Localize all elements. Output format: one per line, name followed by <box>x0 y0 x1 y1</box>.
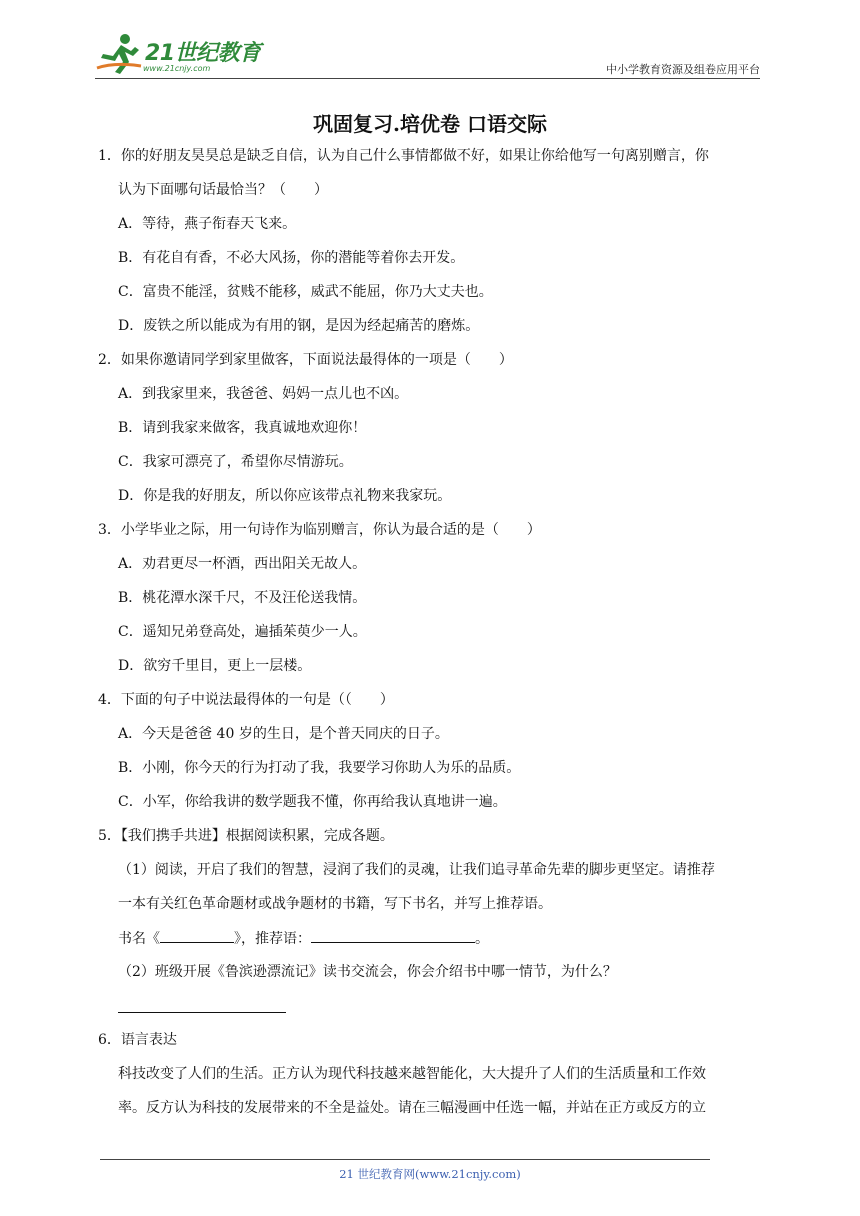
platform-name: 中小学教育资源及组卷应用平台 <box>606 63 760 76</box>
q3-option-d: D．欲穷千里目，更上一层楼。 <box>118 658 312 674</box>
q2-option-a: A．到我家里来，我爸爸、妈妈一点儿也不凶。 <box>118 386 409 402</box>
q3-stem: 3．小学毕业之际，用一句诗作为临别赠言，你认为最合适的是（ ） <box>98 522 541 538</box>
q2-stem: 2．如果你邀请同学到家里做客，下面说法最得体的一项是（ ） <box>98 352 513 368</box>
q4-option-c: C．小军，你给我讲的数学题我不懂，你再给我认真地讲一遍。 <box>118 794 507 810</box>
footer-source[interactable]: 21 世纪教育网(www.21cnjy.com) <box>339 1167 521 1181</box>
q4-stem: 4．下面的句子中说法最得体的一句是（（ ） <box>98 692 394 708</box>
sentence-end: 。 <box>475 931 489 947</box>
q5-stem: 5．【我们携手共进】根据阅读积累，完成各题。 <box>98 828 394 844</box>
q4-option-b: B．小刚，你今天的行为打动了我，我要学习你助人为乐的品质。 <box>118 760 521 776</box>
q4-option-a: A．今天是爸爸 40 岁的生日，是个普天同庆的日子。 <box>118 726 449 742</box>
runner-logo-icon <box>95 32 147 76</box>
recommend-label: 》，推荐语： <box>234 931 311 947</box>
q5-part2-answer-blank[interactable] <box>118 1012 286 1013</box>
q6-stem: 6．语言表达 <box>98 1032 177 1048</box>
q1-option-a: A．等待，燕子衔春天飞来。 <box>118 216 297 232</box>
logo <box>95 32 265 76</box>
logo-text: 21世纪教育 <box>145 41 261 66</box>
q5-book-answer-line <box>118 928 489 949</box>
q2-option-c: C．我家可漂亮了，希望你尽情游玩。 <box>118 454 353 470</box>
book-title-prefix: 书名《 <box>118 931 160 947</box>
q1-stem-line2: 认为下面哪句话最恰当？（ ） <box>118 182 328 198</box>
q2-option-d: D．你是我的好朋友，所以你应该带点礼物来我家玩。 <box>118 488 452 504</box>
q5-part2: （2）班级开展《鲁滨逊漂流记》读书交流会，你会介绍书中哪一情节，为什么？ <box>118 964 617 980</box>
page-title: 巩固复习.培优卷 口语交际 <box>313 112 547 136</box>
q3-option-c: C．遥知兄弟登高处，遍插茱萸少一人。 <box>118 624 367 640</box>
footer-divider <box>100 1159 710 1160</box>
book-title-blank[interactable] <box>160 928 234 943</box>
q5-part1-line1: （1）阅读，开启了我们的智慧，浸润了我们的灵魂，让我们追寻革命先辈的脚步更坚定。请推荐 <box>118 862 715 878</box>
q6-text-line1: 科技改变了人们的生活。正方认为现代科技越来越智能化，大大提升了人们的生活质量和工作效 <box>118 1066 706 1082</box>
q5-part1-line2: 一本有关红色革命题材或战争题材的书籍，写下书名，并写上推荐语。 <box>118 896 552 912</box>
header-divider <box>95 78 760 79</box>
q3-option-b: B．桃花潭水深千尺，不及汪伦送我情。 <box>118 590 367 606</box>
q1-option-c: C．富贵不能淫，贫贱不能移，威武不能屈，你乃大丈夫也。 <box>118 284 493 300</box>
recommendation-blank[interactable] <box>311 928 475 943</box>
q2-option-b: B．请到我家来做客，我真诚地欢迎你！ <box>118 420 367 436</box>
page-header <box>95 30 760 80</box>
q1-option-b: B．有花自有香，不必大风扬，你的潜能等着你去开发。 <box>118 250 465 266</box>
q1-stem-line1: 1．你的好朋友昊昊总是缺乏自信，认为自己什么事情都做不好，如果让你给他写一句离别赠言，你 <box>98 148 709 164</box>
logo-url: www.21cnjy.com <box>143 64 211 73</box>
q1-option-d: D．废铁之所以能成为有用的钢，是因为经起痛苦的磨炼。 <box>118 318 480 334</box>
q3-option-a: A．劝君更尽一杯酒，西出阳关无故人。 <box>118 556 367 572</box>
q6-text-line2: 率。反方认为科技的发展带来的不全是益处。请在三幅漫画中任选一幅，并站在正方或反方的立 <box>118 1100 706 1116</box>
